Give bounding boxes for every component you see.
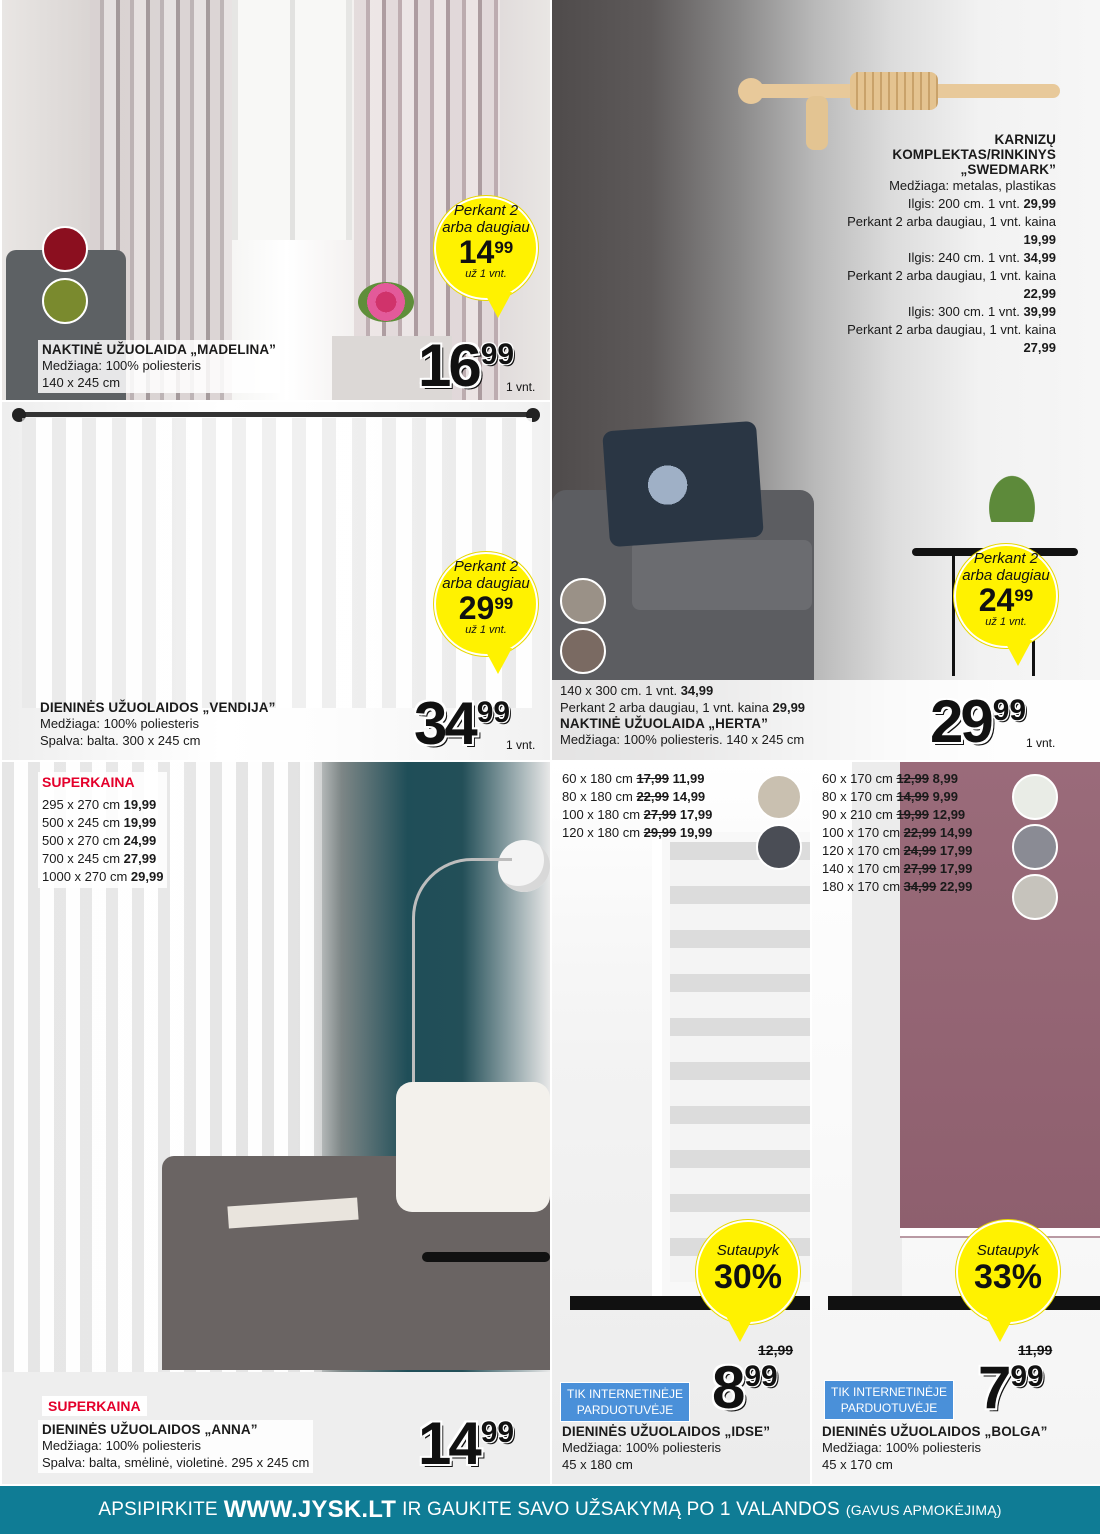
badge-tail <box>726 1316 754 1342</box>
badge-line1: Sutaupyk <box>716 1242 780 1259</box>
price-dec: 99 <box>480 1416 515 1449</box>
swedmark-multi-price: 27,99 <box>1023 340 1056 355</box>
pillow-image <box>602 421 764 547</box>
size: 80 x 170 cm <box>822 789 893 804</box>
row-size: Ilgis: 200 cm. 1 vnt. <box>907 196 1020 211</box>
badge-price <box>979 584 1034 616</box>
product-material: Medžiaga: 100% poliesteris <box>40 716 199 731</box>
swatch-dark-stripe[interactable] <box>756 824 802 870</box>
curtain-rod-image <box>16 412 536 417</box>
rod-finial-image <box>738 78 764 104</box>
swatch-green[interactable] <box>42 278 88 324</box>
product-material: Medžiaga: 100% poliesteris <box>562 1440 721 1455</box>
swedmark-multi: Perkant 2 arba daugiau, 1 vnt. kaina <box>847 322 1056 337</box>
product-color: Spalva: balta. 300 x 245 cm <box>40 733 201 748</box>
window-frame <box>290 0 295 240</box>
old-price: 11,99 <box>1018 1342 1053 1358</box>
badge-price-int: 29 <box>458 590 495 626</box>
badge-line2: arba daugiau <box>442 219 530 236</box>
badge-price-dec: 99 <box>494 594 514 613</box>
badge-line2: arba daugiau <box>442 575 530 592</box>
badge-line2: arba daugiau <box>962 567 1050 584</box>
row-price: 39,99 <box>1023 304 1056 319</box>
price-int: 34 <box>414 690 475 757</box>
badge-tail <box>484 292 512 318</box>
size-row <box>42 832 163 850</box>
size-row <box>42 814 163 832</box>
old-price: 27,99 <box>903 861 937 876</box>
price: 19,99 <box>123 815 157 830</box>
line1-price: 34,99 <box>680 683 714 698</box>
product-info <box>40 700 275 749</box>
swedmark-row <box>847 303 1056 321</box>
size: 80 x 180 cm <box>562 789 633 804</box>
new-price: 17,99 <box>939 843 973 858</box>
swedmark-name-line3: „SWEDMARK” <box>960 162 1056 177</box>
size-row <box>822 860 972 878</box>
footer-post: IR GAUKITE SAVO UŽSAKYMĄ PO 1 VALANDOS <box>402 1499 840 1520</box>
swedmark-multi-price: 19,99 <box>1023 232 1056 247</box>
new-price: 8,99 <box>932 771 958 786</box>
product-price <box>414 690 511 757</box>
row-size: Ilgis: 240 cm. 1 vnt. <box>907 250 1020 265</box>
price-int: 8 <box>712 1354 743 1421</box>
new-price: 11,99 <box>672 771 705 786</box>
product-size: 45 x 170 cm <box>822 1457 893 1472</box>
badge-percent: 30% <box>713 1258 783 1296</box>
badge-unit: už 1 vnt. <box>985 616 1027 628</box>
size-row <box>822 824 972 842</box>
badge-unit: už 1 vnt. <box>465 624 507 636</box>
new-price: 22,99 <box>939 879 973 894</box>
size-row <box>562 770 712 788</box>
price-int: 29 <box>930 688 991 755</box>
price-dec: 99 <box>992 694 1027 727</box>
size-row <box>562 788 712 806</box>
badge-tail <box>484 648 512 674</box>
size: 60 x 170 cm <box>822 771 893 786</box>
product-name: DIENINĖS UŽUOLAIDOS „ANNA” <box>42 1422 258 1437</box>
product-info <box>38 1420 313 1473</box>
footer-url-link[interactable]: WWW.JYSK.LT <box>223 1496 397 1523</box>
old-price: 24,99 <box>903 843 937 858</box>
superkaina-tag: SUPERKAINA <box>42 1396 147 1416</box>
old-price: 14,99 <box>896 789 929 804</box>
row-size: Ilgis: 300 cm. 1 vnt. <box>907 304 1020 319</box>
size: 140 x 170 cm <box>822 861 901 876</box>
swedmark-row <box>847 195 1056 213</box>
price-dec: 99 <box>476 696 511 729</box>
plant-image <box>972 452 1052 522</box>
swedmark-name-line2: KOMPLEKTAS/RINKINYS <box>892 147 1056 162</box>
line2-price: 29,99 <box>772 700 806 715</box>
size-price-list <box>822 770 972 896</box>
price-int: 16 <box>418 332 479 399</box>
rod-rings-image <box>850 72 938 110</box>
bolga-panel <box>812 762 1100 1484</box>
product-name: NAKTINĖ UŽUOLAIDA „HERTA” <box>560 716 768 731</box>
size-row <box>42 868 163 886</box>
product-info <box>562 1424 770 1473</box>
anna-panel <box>2 762 550 1484</box>
product-material: Medžiaga: 100% poliesteris <box>822 1440 981 1455</box>
badge-tail <box>1004 640 1032 666</box>
madelina-panel <box>2 0 550 400</box>
product-size: 45 x 180 cm <box>562 1457 633 1472</box>
idse-size-list <box>562 770 712 842</box>
badge-price-dec: 99 <box>1014 586 1034 605</box>
size-row <box>42 796 163 814</box>
bolga-size-list <box>822 770 972 896</box>
product-price <box>930 688 1027 755</box>
coffee-table-image <box>422 1252 550 1262</box>
new-price: 14,99 <box>672 789 706 804</box>
badge-line1: Sutaupyk <box>976 1242 1040 1259</box>
swatch-beige-stripe[interactable] <box>756 774 802 820</box>
size-row <box>822 842 972 860</box>
size-row <box>822 788 972 806</box>
sofa-seat-image <box>632 540 812 610</box>
badge-tail <box>986 1316 1014 1342</box>
size: 120 x 170 cm <box>822 843 901 858</box>
size: 295 x 270 cm <box>42 797 121 812</box>
product-material: Medžiaga: 100% poliesteris <box>42 1438 201 1453</box>
new-price: 17,99 <box>939 861 973 876</box>
size: 700 x 245 cm <box>42 851 121 866</box>
badge-price-dec: 99 <box>494 238 514 257</box>
product-name: DIENINĖS UŽUOLAIDOS „IDSE” <box>562 1424 771 1439</box>
old-price: 22,99 <box>636 789 669 804</box>
online-line1: TIK INTERNETINĖJE <box>831 1385 948 1399</box>
product-name: NAKTINĖ UŽUOLAIDA „MADELINA” <box>42 342 277 357</box>
idse-panel <box>552 762 810 1484</box>
anna-size-list <box>38 772 167 888</box>
swatch-grey[interactable] <box>1012 824 1058 870</box>
online-line2: PARDUOTUVĖJE <box>840 1401 938 1415</box>
swedmark-multi: Perkant 2 arba daugiau, 1 vnt. kaina <box>847 214 1056 229</box>
product-price <box>418 1410 515 1477</box>
swatch-white[interactable] <box>1012 774 1058 820</box>
multi-buy-badge <box>434 552 538 656</box>
price: 19,99 <box>123 797 157 812</box>
size-row <box>822 806 972 824</box>
swedmark-material: Medžiaga: metalas, plastikas <box>889 178 1056 193</box>
old-price: 12,99 <box>896 771 929 786</box>
product-name: DIENINĖS UŽUOLAIDOS „VENDIJA” <box>40 700 276 715</box>
online-line1: TIK INTERNETINĖJE <box>567 1387 684 1401</box>
price-unit: 1 vnt. <box>1026 736 1056 750</box>
product-material: Medžiaga: 100% poliesteris <box>42 358 201 373</box>
pillow-image <box>396 1082 550 1212</box>
row-price: 34,99 <box>1023 250 1056 265</box>
badge-price-int: 14 <box>458 234 495 270</box>
price-unit: 1 vnt. <box>506 738 536 752</box>
price-unit: 1 vnt. <box>506 380 536 394</box>
swedmark-row <box>847 249 1056 267</box>
price-int: 14 <box>418 1410 479 1477</box>
size: 100 x 180 cm <box>562 807 641 822</box>
size-price-list <box>562 770 712 842</box>
size: 100 x 170 cm <box>822 825 901 840</box>
product-color: Spalva: balta, smėlinė, violetinė. 295 x 245 cm <box>42 1455 310 1470</box>
product-price <box>418 332 515 399</box>
size-row <box>562 824 712 842</box>
swatch-red[interactable] <box>42 226 88 272</box>
old-price: 17,99 <box>636 771 669 786</box>
superkaina-label: SUPERKAINA <box>42 774 135 790</box>
badge-line1: Perkant 2 <box>973 550 1039 567</box>
size: 60 x 180 cm <box>562 771 633 786</box>
badge-unit: už 1 vnt. <box>465 268 507 280</box>
badge-percent: 33% <box>973 1258 1043 1296</box>
swatch-light-grey[interactable] <box>1012 874 1058 920</box>
online-line2: PARDUOTUVĖJE <box>576 1403 674 1417</box>
size: 180 x 170 cm <box>822 879 901 894</box>
discount-badge <box>956 1220 1060 1324</box>
old-price: 27,99 <box>643 807 677 822</box>
size: 120 x 180 cm <box>562 825 641 840</box>
swedmark-info <box>847 132 1056 357</box>
price: 29,99 <box>130 869 164 884</box>
new-price: 9,99 <box>932 789 958 804</box>
size: 500 x 245 cm <box>42 815 121 830</box>
new-price: 12,99 <box>932 807 966 822</box>
old-price: 12,99 <box>758 1342 794 1358</box>
footer-note: (GAVUS APMOKĖJIMĄ) <box>845 1502 1002 1518</box>
badge-price <box>459 592 514 624</box>
swedmark-details <box>847 177 1056 357</box>
multi-buy-badge <box>434 196 538 300</box>
online-only-tag[interactable] <box>824 1380 954 1420</box>
size-row <box>42 850 163 868</box>
product-info <box>822 1424 1047 1473</box>
old-price: 29,99 <box>643 825 677 840</box>
line1-text: 140 x 300 cm. 1 vnt. <box>560 683 678 698</box>
product-price <box>978 1354 1044 1421</box>
old-price: 34,99 <box>903 879 937 894</box>
size-row <box>822 770 972 788</box>
size: 1000 x 270 cm <box>42 869 128 884</box>
product-price <box>712 1354 778 1421</box>
size-price-list <box>42 796 163 886</box>
price: 27,99 <box>123 851 157 866</box>
herta-swedmark-panel <box>552 0 1100 760</box>
new-price: 14,99 <box>939 825 973 840</box>
multi-buy-badge <box>954 544 1058 648</box>
line2-text: Perkant 2 arba daugiau, 1 vnt. kaina <box>560 700 769 715</box>
product-info <box>38 340 280 393</box>
product-material: Medžiaga: 100% poliesteris. 140 x 245 cm <box>560 732 805 747</box>
old-price: 19,99 <box>896 807 929 822</box>
footer-pre: APSIPIRKITE <box>98 1499 218 1520</box>
rod-bracket-image <box>806 96 828 150</box>
vendija-panel <box>2 402 550 760</box>
badge-price <box>459 236 514 268</box>
swedmark-name-line1: KARNIZŲ <box>994 132 1056 147</box>
side-table-leg <box>952 556 955 676</box>
badge-line1: Perkant 2 <box>453 202 519 219</box>
badge-price-int: 24 <box>978 582 1015 618</box>
new-price: 17,99 <box>679 807 713 822</box>
swatch-beige[interactable] <box>560 578 606 624</box>
price-int: 7 <box>978 1354 1009 1421</box>
row-price: 29,99 <box>1023 196 1056 211</box>
footer-banner <box>0 1486 1100 1534</box>
price: 24,99 <box>123 833 157 848</box>
swedmark-multi: Perkant 2 arba daugiau, 1 vnt. kaina <box>847 268 1056 283</box>
price-dec: 99 <box>480 338 515 371</box>
new-price: 19,99 <box>679 825 713 840</box>
badge-line1: Perkant 2 <box>453 558 519 575</box>
price-dec: 99 <box>1010 1360 1044 1393</box>
discount-badge <box>696 1220 800 1324</box>
price-dec: 99 <box>744 1360 778 1393</box>
product-size: 140 x 245 cm <box>42 375 121 390</box>
online-only-tag[interactable] <box>560 1382 690 1422</box>
size-row <box>822 878 972 896</box>
swatch-brown[interactable] <box>560 628 606 674</box>
flowers-image <box>358 282 414 322</box>
roller-blind-image <box>670 842 810 1282</box>
product-name: DIENINĖS UŽUOLAIDOS „BOLGA” <box>822 1424 1048 1439</box>
size-row <box>562 806 712 824</box>
size: 90 x 210 cm <box>822 807 893 822</box>
size: 500 x 270 cm <box>42 833 121 848</box>
swedmark-multi-price: 22,99 <box>1023 286 1056 301</box>
old-price: 22,99 <box>903 825 937 840</box>
